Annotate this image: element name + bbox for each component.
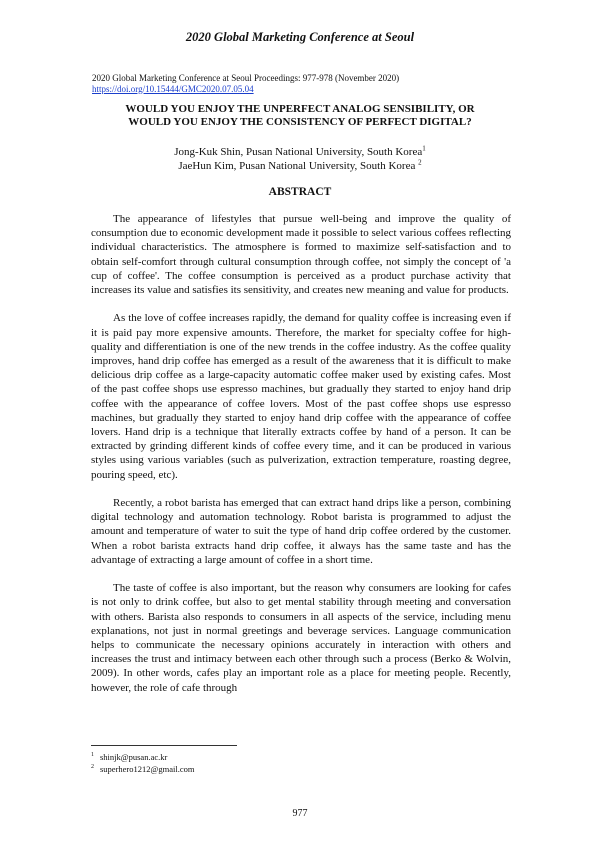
paper-title [80,103,520,129]
abstract-heading: ABSTRACT [268,186,332,198]
paragraph-2: As the love of coffee increases rapidly, the demand for quality coffee is increasing even if it is paid pay more expensive amounts. Therefore, the market for specialty coffee for high-quality and differentiation is one of the new trends in the coffee industry. As the coffee quality improves, hand drip coffee has emerged as a result of the awareness that it is difficult to make delicious drip coffee as a large-capacity automatic coffee maker used by existing cafes. Most of the past coffee shops use espresso machines, but gradually they started to enjoy hand drip coffee with the appearance of coffee lovers. Most of the past coffee shops use espresso machines, but gradually they started to enjoy hand drip coffee with the appearance of coffee lovers. Hand drip is a technique that literally extracts coffee by hand of a person. It can be extracted by grinding different kinds of coffee every time, and it can be produced in various styles using various variables (such as pulverization, extraction temperature, roasting degree, pouring speed, etc). [91,312,511,481]
proceedings-citation: 2020 Global Marketing Conference at Seoul Proceedings: 977-978 (November 2020) [92,73,400,83]
paragraph-4: The taste of coffee is also important, but the reason why consumers are looking for cafes is not only to drink coffee, but also to get mental stability through meeting and conversation with others. Barista also responds to consumers in all aspects of the service, including menu explanations, not just in normal greetings and beverage services. Language communication helps to communicate the necessary opinions accurately in interaction with others and increases the trust and intimacy between each other through such a process (Berko & Wolvin, 2009). In other words, cafes play an important role as a place for meeting people. Recently, however, the role of cafe through [91,582,511,694]
footnotes [91,751,194,775]
footnote-divider [91,745,237,746]
author-2-footnote-mark: 2 [418,157,422,166]
page-number: 977 [292,808,308,819]
author-1-name: Jong-Kuk Shin, Pusan National University, South Korea [174,146,423,158]
abstract-body [91,212,511,709]
footnote-2-mark: 2 [91,764,94,771]
title-line-1: WOULD YOU ENJOY THE UNPERFECT ANALOG SENSIBILITY, OR [125,103,475,115]
author-2-name: JaeHun Kim, Pusan National University, South Korea [178,159,419,172]
doi-link[interactable]: https://doi.org/10.15444/GMC2020.07.05.04 [92,83,254,94]
title-line-2: WOULD YOU ENJOY THE CONSISTENCY OF PERFECT DIGITAL? [128,116,472,128]
author-1-footnote-mark: 1 [422,144,426,153]
footnote-2 [91,763,194,775]
footnote-1 [91,751,194,763]
author-list [0,146,600,173]
paragraph-3: Recently, a robot barista has emerged that can extract hand drips like a person, combining digital technology and automation technology. Robot barista is programmed to adjust the amount and temperature of water to suit the type of hand drip coffee ordered by the customer. When a robot barista extracts hand drip coffee, it always has the same taste and has the advantage of extracting a large amount of coffee in a short time. [91,497,511,566]
proceedings-info [92,73,399,94]
footnote-1-mark: 1 [91,752,94,759]
author-1 [0,146,600,160]
author-2 [0,157,600,174]
paragraph-1: The appearance of lifestyles that pursue well-being and improve the quality of consumption due to economic development made it possible to select various coffees reflecting individual characteristics. The atmosphere is formed to maximize self-satisfaction and to obtain self-comfort through cultural consumption through coffee, not simply the concept of 'a cup of coffee'. The coffee consumption is perceived as a product purchase activity that increases its value and satisfies its sensitivity, and creates new meaning and value for products. [91,213,511,297]
footnote-1-email: shinjk@pusan.ac.kr [100,752,168,762]
running-head: 2020 Global Marketing Conference at Seoul [185,30,415,44]
footnote-2-email: superhero1212@gmail.com [100,764,195,774]
